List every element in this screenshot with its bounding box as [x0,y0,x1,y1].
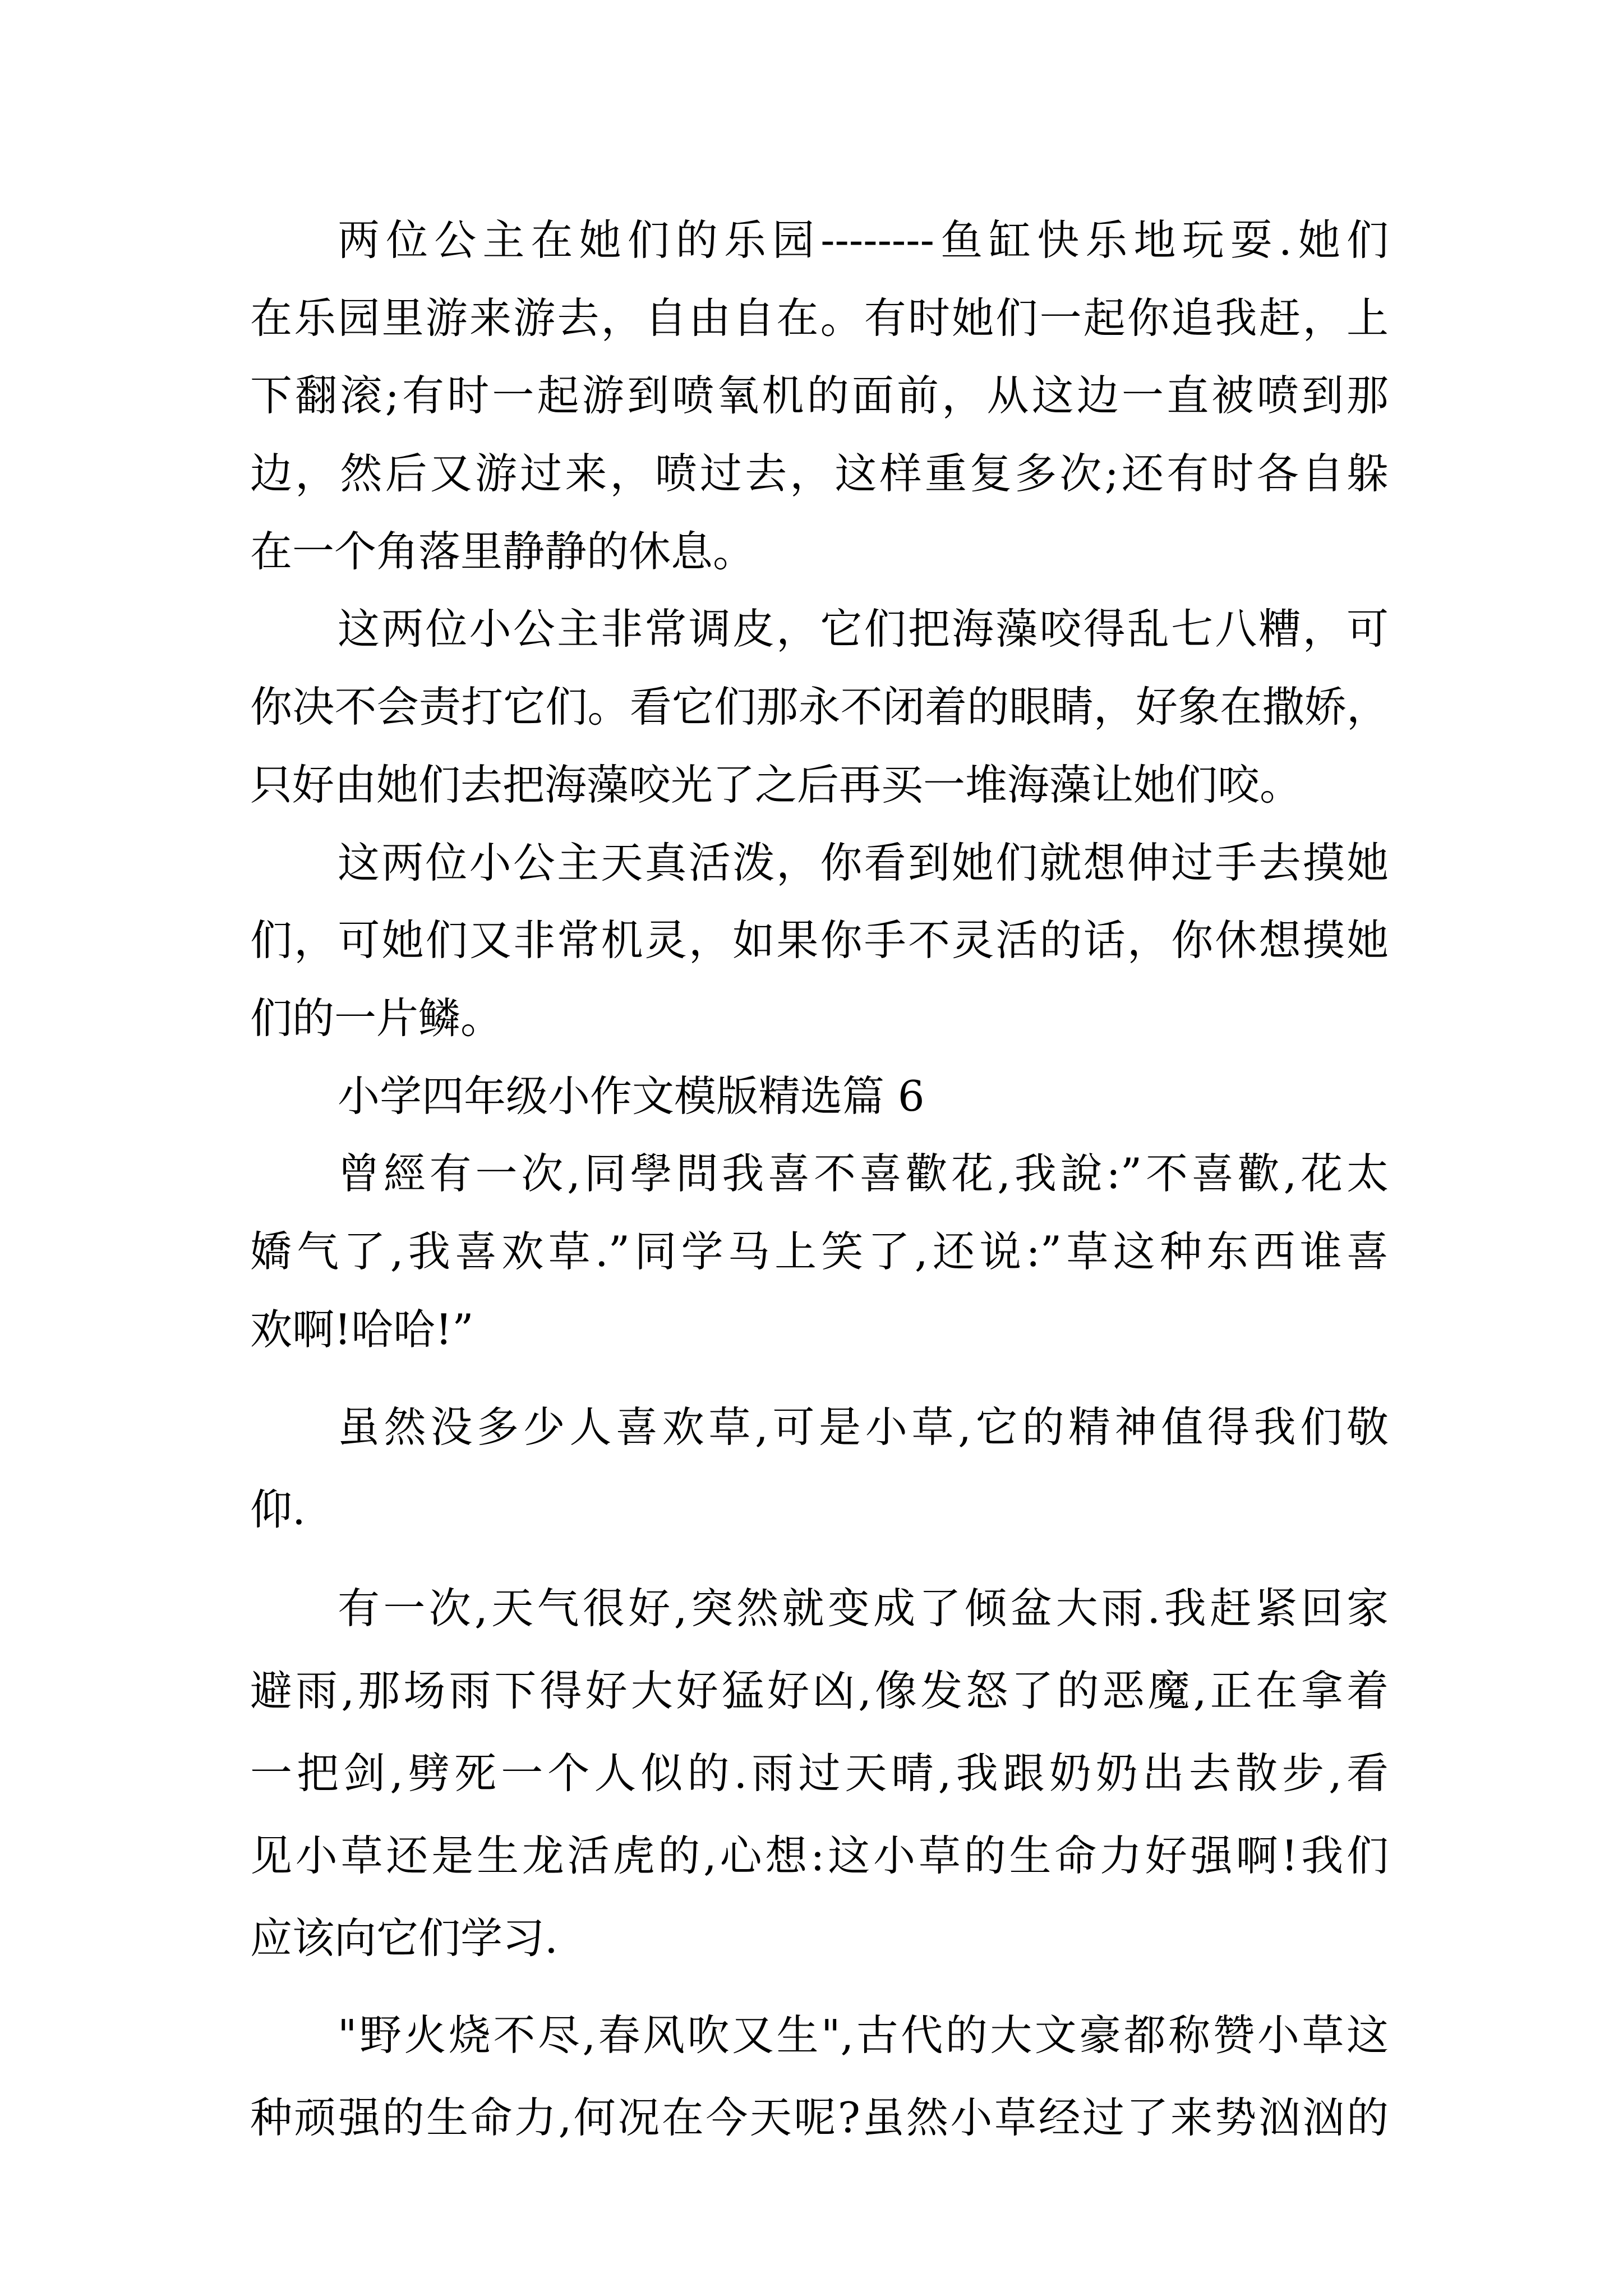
paragraph-line: 避雨,那场雨下得好大好猛好凶,像发怒了的恶魔,正在拿着 [250,1666,1389,1716]
paragraph-line: 这两位小公主非常调皮，它们把海藻咬得乱七八糟，可 [338,604,1389,654]
paragraph-line: 欢啊!哈哈!” [250,1304,474,1354]
paragraph-line: 只好由她们去把海藻咬光了之后再买一堆海藻让她们咬。 [250,760,1302,809]
paragraph-line: 虽然没多少人喜欢草,可是小草,它的精神值得我们敬 [338,1402,1389,1452]
paragraph-flowers-vs-grass [250,1135,1389,1368]
paragraph-line: 下翻滚;有时一起游到喷氧机的面前，从这边一直被喷到那 [250,371,1389,421]
paragraph-line: 两位公主在她们的乐园--------鱼缸快乐地玩耍.她们 [338,215,1389,265]
paragraph-line: 们的一片鳞。 [250,993,503,1043]
paragraph-line: 仰. [250,1485,306,1535]
paragraph-line: 应该向它们学习. [250,1913,558,1963]
paragraph-line: 有一次,天气很好,突然就变成了倾盆大雨.我赶紧回家 [338,1584,1389,1634]
paragraph-grass-spirit [250,1386,1389,1551]
section-heading-block [250,1057,1389,1135]
paragraph-lively-princesses [250,824,1389,1057]
paragraph-line: 种顽强的生命力,何况在今天呢?虽然小草经过了来势汹汹的 [250,2093,1389,2143]
paragraph-rainstorm [250,1567,1389,1980]
paragraph-line: 一把剑,劈死一个人似的.雨过天晴,我跟奶奶出去散步,看 [250,1749,1389,1798]
paragraph-line: 们，可她们又非常机灵，如果你手不灵活的话，你休想摸她 [250,915,1389,965]
paragraph-goldfish-play [250,201,1389,590]
paragraph-naughty-princesses [250,590,1389,823]
paragraph-line: 见小草还是生龙活虎的,心想:这小草的生命力好强啊!我们 [250,1831,1389,1881]
paragraph-line: 嬌气了,我喜欢草.”同学马上笑了,还说:”草这种东西谁喜 [250,1226,1389,1276]
paragraph-line: 曾經有一次,同學問我喜不喜歡花,我說:”不喜歡,花太 [338,1149,1389,1199]
document-body [250,201,1389,2159]
paragraph-poem-quote [250,1994,1389,2159]
paragraph-line: 这两位小公主天真活泼，你看到她们就想伸过手去摸她 [338,838,1389,887]
paragraph-line: 你决不会责打它们。看它们那永不闭着的眼睛，好象在撒娇， [250,682,1389,732]
section-heading: 小学四年级小作文模版精选篇 6 [338,1071,925,1121]
paragraph-line: 在一个角落里静静的休息。 [250,526,755,576]
paragraph-line: 在乐园里游来游去，自由自在。有时她们一起你追我赶，上 [250,293,1389,343]
paragraph-line: 边，然后又游过来，喷过去，这样重复多次;还有时各自躲 [250,449,1389,499]
paragraph-line: "野火烧不尽,春风吹又生",古代的大文豪都称赞小草这 [338,2010,1389,2060]
